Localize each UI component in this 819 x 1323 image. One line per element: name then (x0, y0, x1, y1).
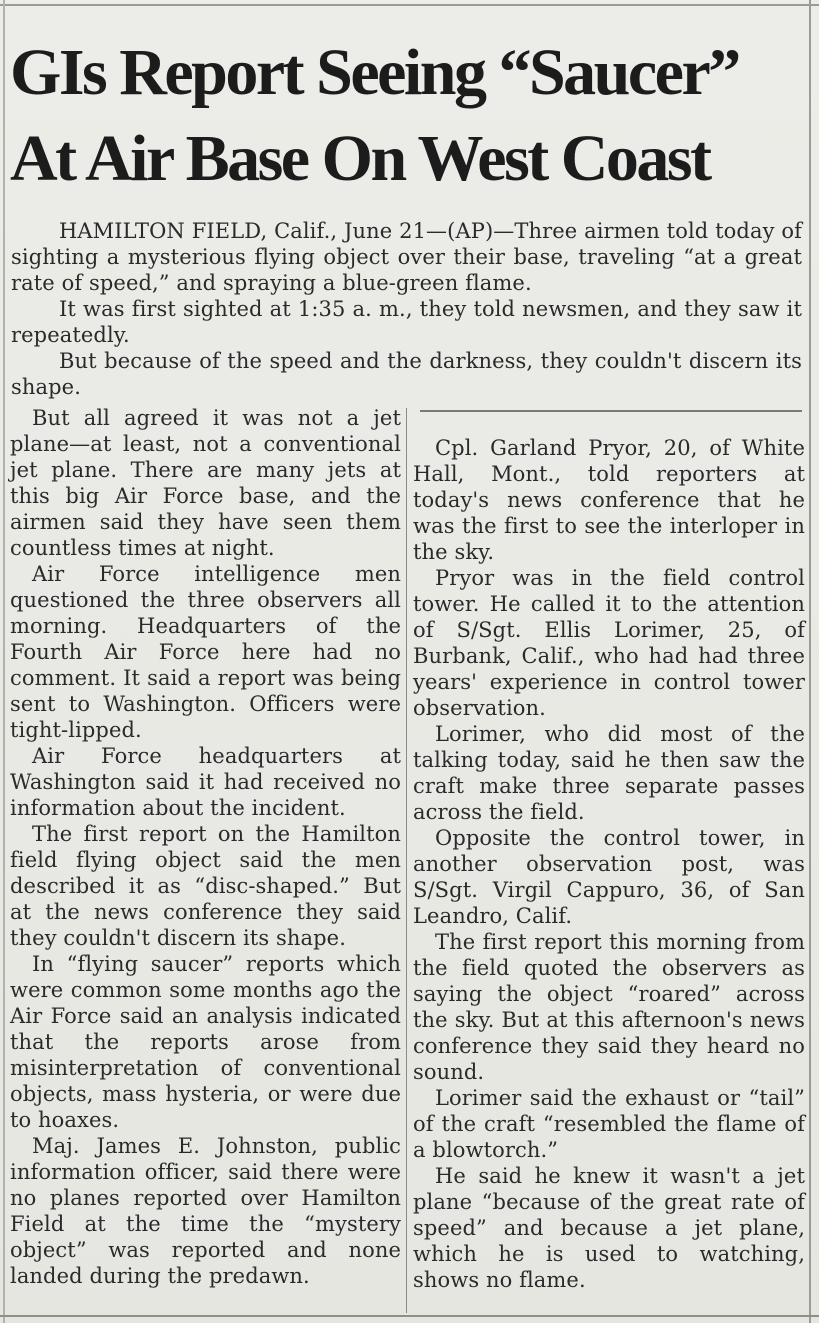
body-paragraph: Maj. James E. Johnston, public information officer, said there were no planes reported over Hamilton Field at the time the “mystery object” was reported and none landed during the predawn. (10, 1134, 401, 1288)
body-paragraph: The first report this morning from the field quoted the observers as saying the object “roared” across the sky. But at this afternoon's news conference they said they heard no sound. (413, 930, 805, 1084)
headline-line-2: At Air Base On West Coast (10, 122, 710, 195)
body-paragraph: Air Force intelligence men questioned the three observers all morning. Headquarters of the Fourth Air Force here had no comment. It said a report was being sent to Washington. Officers were tight-lipped. (10, 562, 401, 742)
top-border-rule (0, 4, 819, 6)
left-border-rule (3, 0, 5, 1323)
body-paragraph: Opposite the control tower, in another observation post, was S/Sgt. Virgil Cappuro, 36, of San Leandro, Calif. (413, 826, 805, 928)
headline-line-1: GIs Report Seeing “Saucer” (10, 36, 739, 109)
lead-paragraph: It was first sighted at 1:35 a. m., they told newsmen, and they saw it repeatedly. (11, 297, 802, 347)
body-paragraph: But all agreed it was not a jet plane—at least, not a conventional jet plane. There are many jets at this big Air Force base, and the airmen said they have seen them countless times at night. (10, 406, 401, 560)
bottom-border-rule (0, 1315, 819, 1317)
lead-paragraph: But because of the speed and the darkness, they couldn't discern its shape. (11, 349, 802, 399)
right-column (413, 435, 805, 1293)
lead-section (11, 218, 802, 400)
headline (10, 30, 810, 202)
body-paragraph: Lorimer said the exhaust or “tail” of the craft “resembled the flame of a blowtorch.” (413, 1086, 805, 1162)
body-paragraph: The first report on the Hamilton field flying object said the men described it as “disc-shaped.” But at the news conference they said they couldn't discern its shape. (10, 822, 401, 950)
body-paragraph: Air Force headquarters at Washington said it had received no information about the incident. (10, 744, 401, 820)
column-divider (406, 408, 407, 1313)
body-paragraph: Pryor was in the field control tower. He called it to the attention of S/Sgt. Ellis Lorimer, 25, of Burbank, Calif., who had had three years' experience in control tower observation. (413, 566, 805, 720)
left-column (10, 405, 401, 1289)
right-column-top-rule (420, 410, 802, 412)
lead-paragraph: HAMILTON FIELD, Calif., June 21—(AP)—Three airmen told today of sighting a mysterious flying object over their base, traveling “at a great rate of speed,” and spraying a blue-green flame. (11, 219, 802, 295)
body-paragraph: In “flying saucer” reports which were common some months ago the Air Force said an analysis indicated that the reports arose from misinterpretation of conventional objects, mass hysteria, or were due to hoaxes. (10, 952, 401, 1132)
body-paragraph: He said he knew it wasn't a jet plane “because of the great rate of speed” and because a jet plane, which he is used to watching, shows no flame. (413, 1164, 805, 1292)
body-paragraph: Cpl. Garland Pryor, 20, of White Hall, Mont., told reporters at today's news conference that he was the first to see the interloper in the sky. (413, 436, 805, 564)
body-paragraph: Lorimer, who did most of the talking today, said he then saw the craft make three separate passes across the field. (413, 722, 805, 824)
